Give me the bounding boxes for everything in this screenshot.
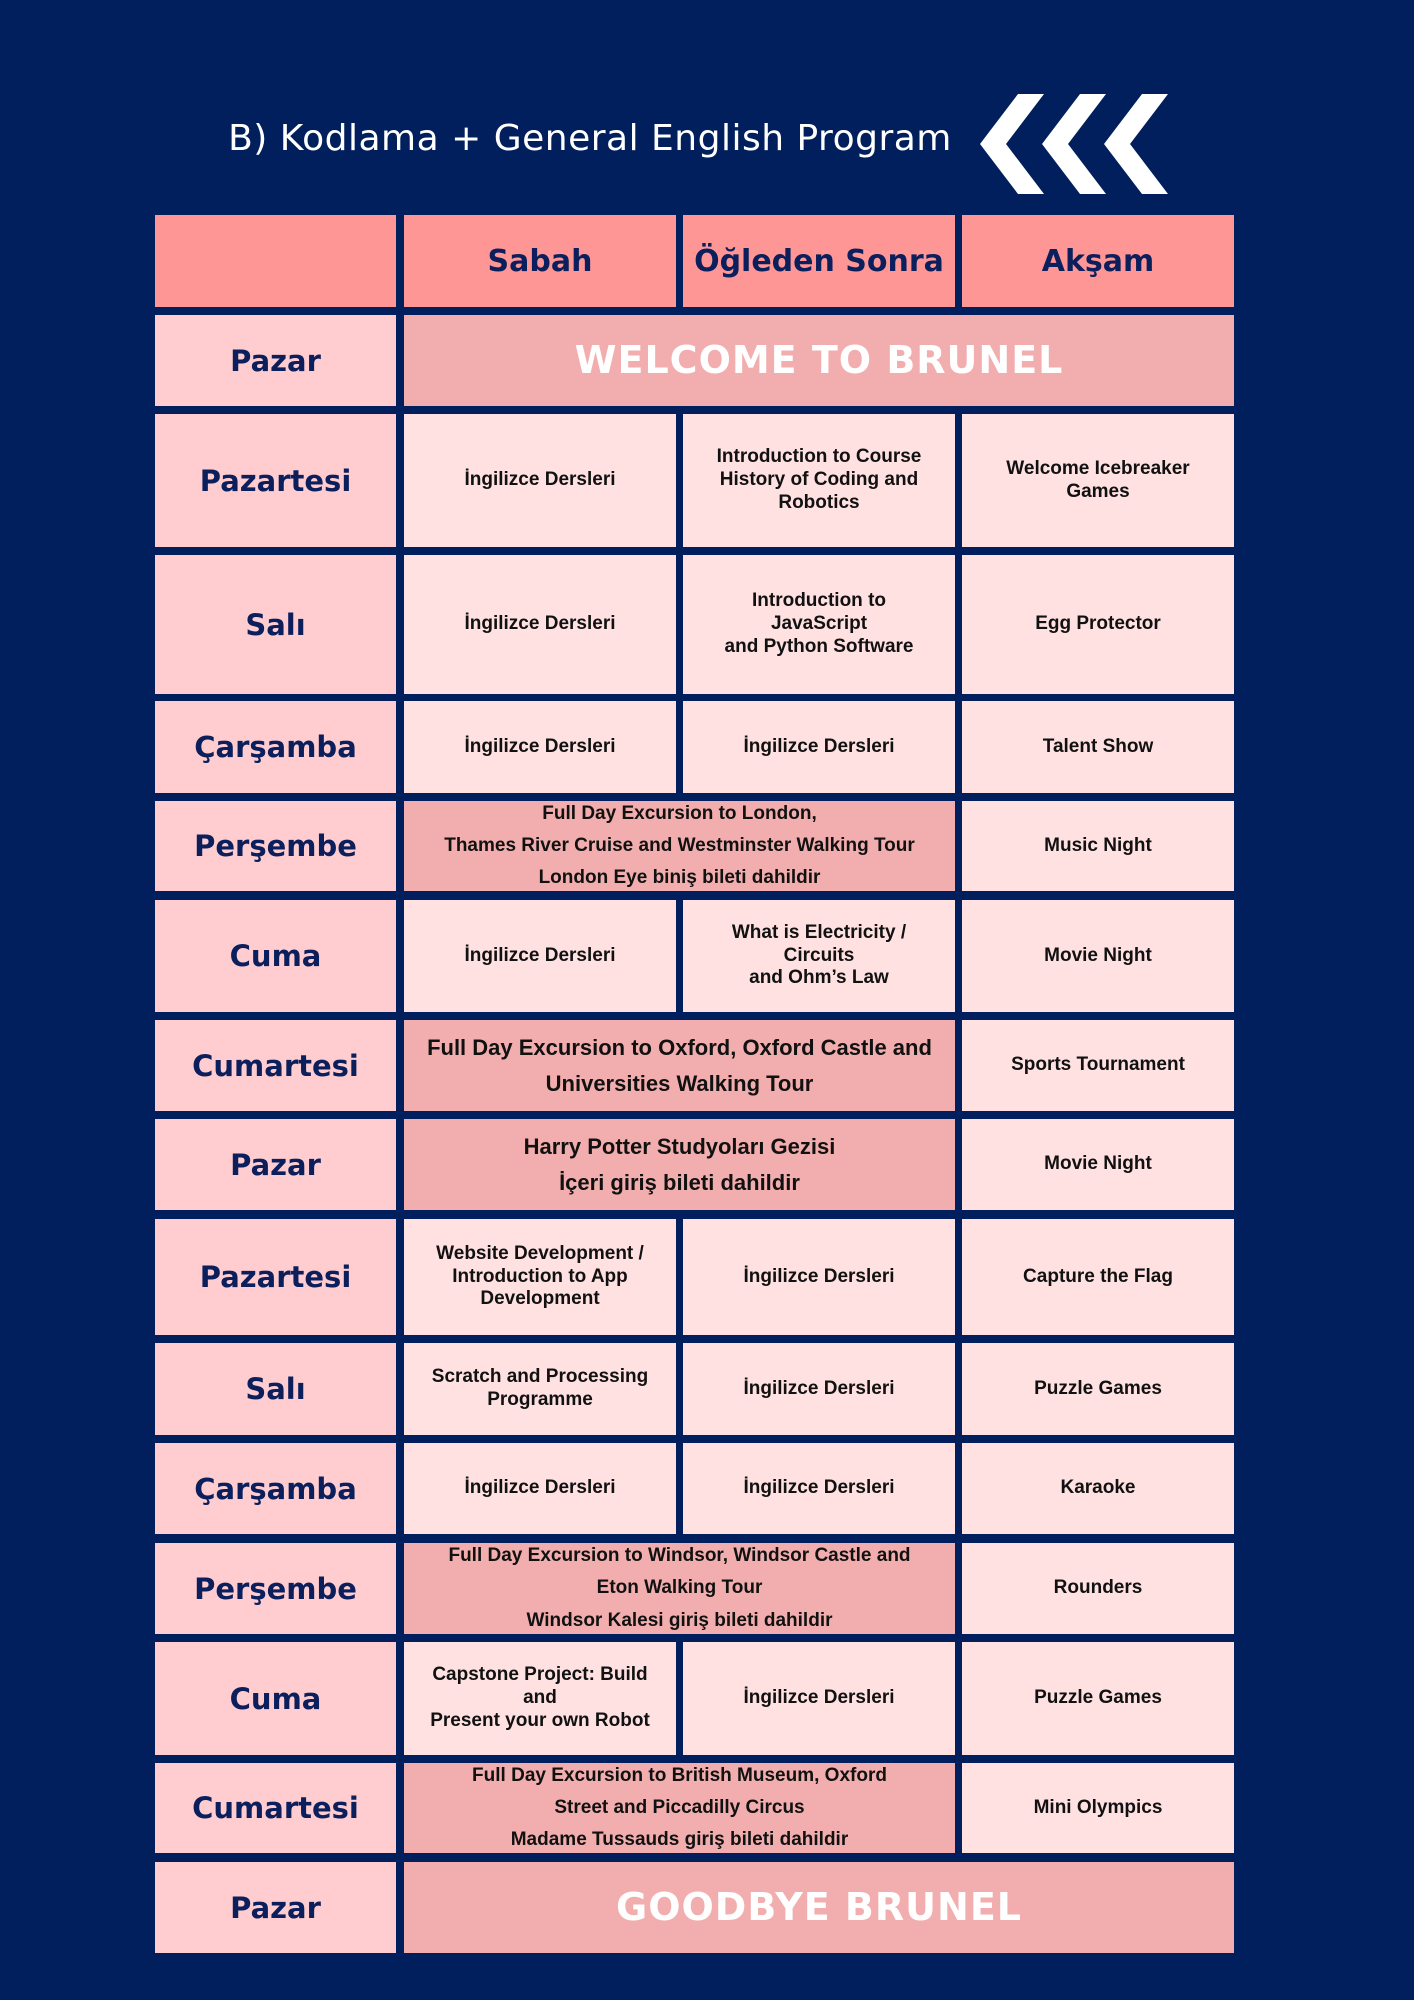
- cell-text-line: Introduction to App: [452, 1265, 628, 1287]
- afternoon-activity: [683, 1443, 955, 1534]
- morning-activity: [404, 555, 676, 694]
- cell-text: [464, 736, 615, 759]
- header-corner: [155, 215, 396, 307]
- evening-activity: [962, 1119, 1234, 1210]
- cell-text: [1044, 835, 1152, 858]
- cell-text: [448, 1540, 910, 1637]
- column-header: Sabah: [404, 215, 676, 307]
- cell-text-line: İngilizce Dersleri: [464, 1477, 616, 1499]
- cell-text: [743, 736, 894, 759]
- cell-text-line: İngilizce Dersleri: [464, 613, 616, 635]
- afternoon-activity: [683, 555, 955, 694]
- day-label: Pazartesi: [155, 1219, 396, 1335]
- cell-text: [436, 1243, 644, 1311]
- cell-text-line: Games: [1066, 480, 1130, 502]
- cell-text-line: Full Day Excursion to Oxford, Oxford Castle and: [427, 1035, 932, 1061]
- day-label: Pazar: [155, 1862, 396, 1953]
- cell-text-line: Circuits: [783, 944, 855, 966]
- afternoon-activity: [683, 1219, 955, 1335]
- cell-text: [725, 590, 914, 658]
- cell-text-line: Eton Walking Tour: [596, 1577, 763, 1599]
- cell-text: [1054, 1577, 1143, 1600]
- cell-text: [1061, 1477, 1136, 1500]
- cell-text: [1035, 613, 1161, 636]
- excursion-cell: [404, 1020, 955, 1111]
- triple-chevron-left-icon: [978, 94, 1168, 194]
- day-label: Çarşamba: [155, 701, 396, 793]
- cell-text: [1011, 1054, 1185, 1077]
- cell-text-line: Introduction to Course: [716, 446, 922, 468]
- cell-text-line: İçeri giriş bileti dahildir: [559, 1169, 800, 1195]
- cell-text-line: Scratch and Processing: [431, 1366, 649, 1388]
- column-header: Öğleden Sonra: [683, 215, 955, 307]
- cell-text: [464, 1477, 615, 1500]
- cell-text-line: Present your own Robot: [430, 1709, 650, 1731]
- evening-activity: [962, 414, 1234, 547]
- cell-text-line: Full Day Excursion to Windsor, Windsor Castle and: [448, 1545, 911, 1567]
- day-label: Cumartesi: [155, 1763, 396, 1853]
- cell-text: [472, 1760, 887, 1857]
- cell-text: [743, 1687, 894, 1710]
- cell-text-line: Website Development /: [436, 1242, 644, 1264]
- day-label: Cumartesi: [155, 1020, 396, 1111]
- cell-text: [1043, 736, 1153, 759]
- day-label: Pazar: [155, 1119, 396, 1210]
- cell-text-line: Windsor Kalesi giriş bileti dahildir: [526, 1609, 833, 1631]
- cell-text: [743, 1378, 894, 1401]
- afternoon-activity: [683, 1642, 955, 1755]
- cell-text-line: Music Night: [1044, 834, 1152, 856]
- afternoon-activity: [683, 414, 955, 547]
- evening-activity: [962, 801, 1234, 891]
- cell-text-line: Karaoke: [1060, 1477, 1136, 1499]
- morning-activity: [404, 1219, 676, 1335]
- cell-text-line: Movie Night: [1044, 1153, 1152, 1175]
- cell-text-line: London Eye biniş bileti dahildir: [538, 867, 821, 889]
- column-header: Akşam: [962, 215, 1234, 307]
- cell-text: [743, 1266, 894, 1289]
- afternoon-activity: [683, 701, 955, 793]
- cell-text: [1023, 1266, 1173, 1289]
- cell-text-line: Mini Olympics: [1033, 1796, 1163, 1818]
- cell-text: [1034, 1378, 1162, 1401]
- cell-text: [743, 1477, 894, 1500]
- cell-text-line: İngilizce Dersleri: [464, 735, 616, 757]
- cell-text-line: What is Electricity /: [731, 921, 907, 943]
- cell-text: [732, 922, 906, 990]
- evening-activity: [962, 1020, 1234, 1111]
- cell-text-line: JavaScript: [770, 613, 868, 635]
- cell-text: [430, 1664, 650, 1732]
- evening-activity: [962, 1443, 1234, 1534]
- day-label: Cuma: [155, 900, 396, 1012]
- evening-activity: [962, 701, 1234, 793]
- day-label: Perşembe: [155, 1543, 396, 1634]
- morning-activity: [404, 1343, 676, 1435]
- evening-activity: [962, 1219, 1234, 1335]
- cell-text-line: Full Day Excursion to British Museum, Oxford: [472, 1764, 887, 1786]
- cell-text-line: Madame Tussauds giriş bileti dahildir: [510, 1829, 849, 1851]
- excursion-cell: [404, 1763, 955, 1853]
- full-day-banner: GOODBYE BRUNEL: [404, 1862, 1234, 1953]
- cell-text: [1044, 1153, 1152, 1176]
- morning-activity: [404, 900, 676, 1012]
- cell-text-line: Universities Walking Tour: [545, 1070, 814, 1096]
- cell-text: [1044, 945, 1152, 968]
- day-label: Pazartesi: [155, 414, 396, 547]
- cell-text-line: Welcome Icebreaker: [1006, 457, 1190, 479]
- cell-text-line: Street and Piccadilly Circus: [554, 1796, 805, 1818]
- day-label: Salı: [155, 555, 396, 694]
- excursion-cell: [404, 801, 955, 891]
- cell-text-line: and Ohm’s Law: [749, 967, 889, 989]
- cell-text-line: İngilizce Dersleri: [464, 469, 616, 491]
- cell-text-line: Robotics: [778, 491, 860, 513]
- day-label: Pazar: [155, 315, 396, 406]
- cell-text: [427, 1030, 932, 1100]
- cell-text-line: Full Day Excursion to London,: [542, 802, 817, 824]
- day-label: Çarşamba: [155, 1443, 396, 1534]
- cell-text-line: and Python Software: [724, 635, 914, 657]
- cell-text-line: Puzzle Games: [1034, 1377, 1162, 1399]
- cell-text-line: Capstone Project: Build: [432, 1664, 648, 1686]
- cell-text-line: Sports Tournament: [1011, 1054, 1185, 1076]
- cell-text: [464, 613, 615, 636]
- evening-activity: [962, 1343, 1234, 1435]
- cell-text: [1034, 1797, 1163, 1820]
- morning-activity: [404, 1443, 676, 1534]
- afternoon-activity: [683, 900, 955, 1012]
- cell-text: [464, 945, 615, 968]
- evening-activity: [962, 1642, 1234, 1755]
- evening-activity: [962, 555, 1234, 694]
- cell-text-line: İngilizce Dersleri: [743, 735, 895, 757]
- cell-text-line: Talent Show: [1042, 735, 1154, 757]
- cell-text-line: İngilizce Dersleri: [743, 1265, 895, 1287]
- morning-activity: [404, 414, 676, 547]
- cell-text-line: Introduction to: [751, 590, 887, 612]
- cell-text-line: Harry Potter Studyoları Gezisi: [523, 1134, 836, 1160]
- cell-text-line: and: [523, 1687, 557, 1709]
- cell-text-line: Puzzle Games: [1034, 1687, 1162, 1709]
- cell-text-line: Movie Night: [1044, 944, 1152, 966]
- cell-text: [1006, 458, 1189, 504]
- cell-text-line: Development: [480, 1288, 600, 1310]
- evening-activity: [962, 900, 1234, 1012]
- full-day-banner: WELCOME TO BRUNEL: [404, 315, 1234, 406]
- cell-text: [1034, 1687, 1162, 1710]
- morning-activity: [404, 1642, 676, 1755]
- afternoon-activity: [683, 1343, 955, 1435]
- cell-text-line: History of Coding and: [719, 469, 919, 491]
- excursion-cell: [404, 1119, 955, 1210]
- evening-activity: [962, 1543, 1234, 1634]
- cell-text-line: İngilizce Dersleri: [464, 944, 616, 966]
- evening-activity: [962, 1763, 1234, 1853]
- cell-text: [717, 446, 922, 514]
- cell-text: [464, 469, 615, 492]
- cell-text-line: İngilizce Dersleri: [743, 1377, 895, 1399]
- cell-text-line: İngilizce Dersleri: [743, 1477, 895, 1499]
- day-label: Salı: [155, 1343, 396, 1435]
- cell-text-line: Programme: [487, 1389, 593, 1410]
- cell-text-line: Rounders: [1053, 1577, 1143, 1599]
- cell-text: [444, 798, 915, 895]
- excursion-cell: [404, 1543, 955, 1634]
- cell-text-line: İngilizce Dersleri: [743, 1687, 895, 1709]
- page-title: B) Kodlama + General English Program: [228, 118, 952, 159]
- cell-text-line: Thames River Cruise and Westminster Walking Tour: [444, 834, 915, 856]
- day-label: Perşembe: [155, 801, 396, 891]
- cell-text: [432, 1366, 648, 1412]
- cell-text-line: Egg Protector: [1035, 613, 1161, 635]
- day-label: Cuma: [155, 1642, 396, 1755]
- cell-text: [524, 1129, 836, 1199]
- cell-text-line: Capture the Flag: [1023, 1265, 1173, 1287]
- morning-activity: [404, 701, 676, 793]
